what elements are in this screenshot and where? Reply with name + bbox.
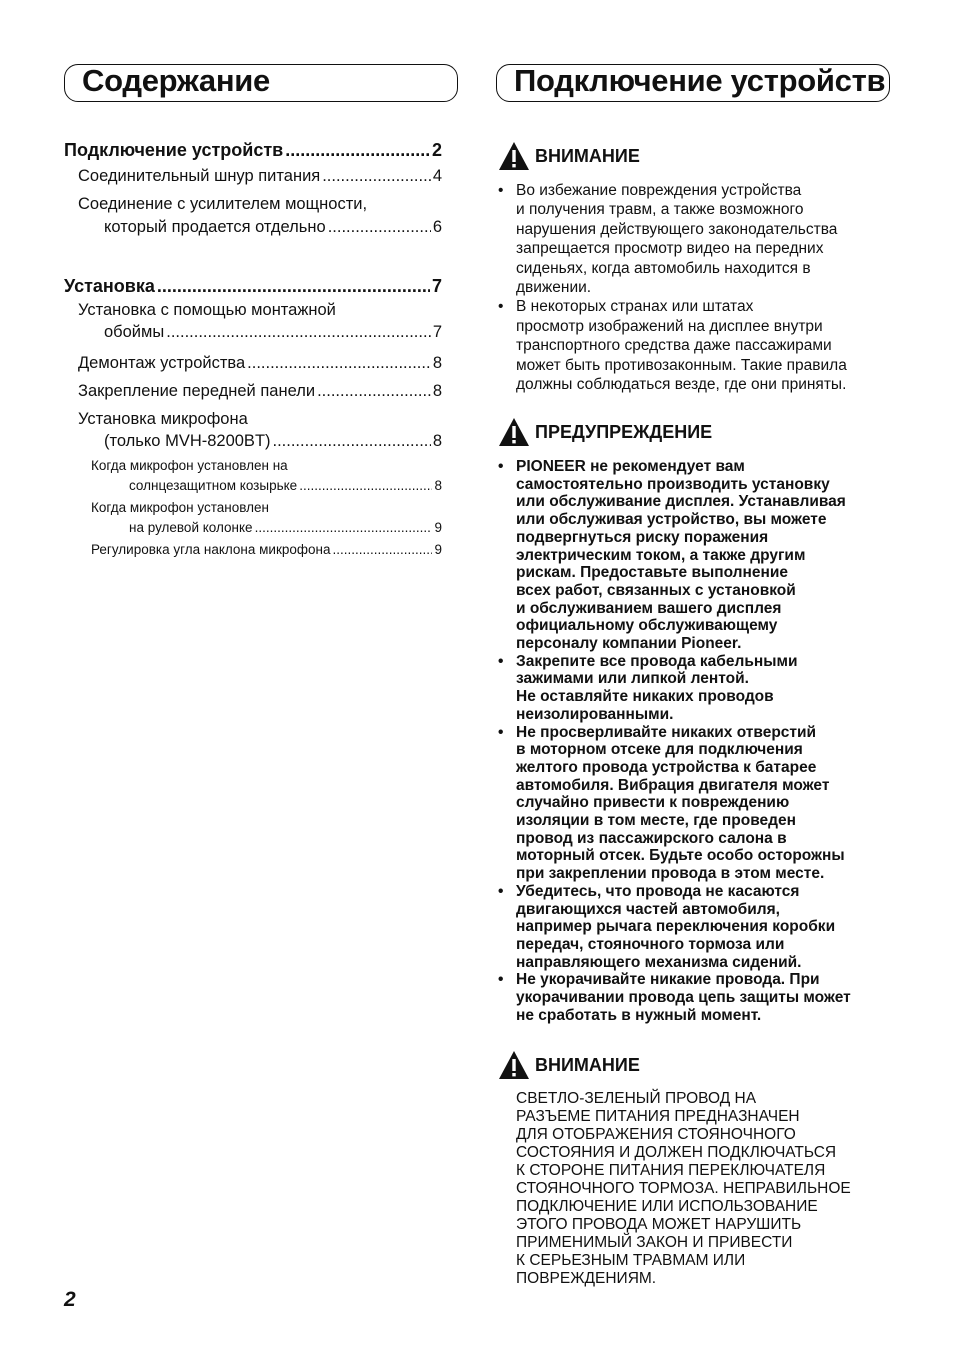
caution-paragraph-2 xyxy=(516,1090,896,1288)
toc-entry-label: Соединительный шнур питания xyxy=(78,167,321,185)
toc-entry-installation[interactable] xyxy=(64,273,442,299)
toc-page-number: 9 xyxy=(434,520,442,535)
text-line: должны соблюдаться везде, где они приняты. xyxy=(516,376,847,394)
toc-title: Содержание xyxy=(82,63,270,98)
text-line: при закреплении провода в этом месте. xyxy=(516,865,825,883)
toc-entry-label: Закрепление передней панели xyxy=(78,382,316,400)
text-line: запрещается просмотр видео на передних xyxy=(516,240,824,258)
text-line: • Во избежание повреждения устройства xyxy=(516,182,802,199)
toc-page-number: 2 xyxy=(431,140,442,160)
text-line: транспортного средства даже пассажирами xyxy=(516,337,832,355)
text-line: ПОДКЛЮЧЕНИЕ ИЛИ ИСПОЛЬЗОВАНИЕ xyxy=(516,1198,818,1215)
section-header xyxy=(496,64,890,102)
text-line: ДЛЯ ОТОБРАЖЕНИЯ СТОЯНОЧНОГО xyxy=(516,1126,796,1143)
text-line: • PIONEER не рекомендует вам xyxy=(516,458,745,475)
toc-page-number: 8 xyxy=(432,354,442,372)
text-line: электрическим током, а также другим xyxy=(516,546,806,564)
text-line: официальному обслуживающему xyxy=(516,617,778,635)
warning-triangle-icon xyxy=(498,417,530,447)
toc-page-number: 9 xyxy=(434,542,442,557)
caution-heading-text: ВНИМАНИЕ xyxy=(535,1054,640,1075)
text-line: всех работ, связанных с установкой xyxy=(516,581,796,599)
section-title: Подключение устройств xyxy=(514,63,886,98)
text-line: ЭТОГО ПРОВОДА МОЖЕТ НАРУШИТЬ xyxy=(516,1216,802,1233)
toc-entry-label: Регулировка угла наклона микрофона xyxy=(91,542,331,557)
leader-dots xyxy=(157,273,430,299)
toc-sub-angle[interactable] xyxy=(64,538,442,562)
text-line: • Закрепите все провода кабельными xyxy=(516,652,798,670)
warning-heading-text: ПРЕДУПРЕЖДЕНИЕ xyxy=(535,421,713,442)
toc-sub-column-cont[interactable] xyxy=(64,518,442,538)
toc-sub-visor[interactable]: Когда микрофон установлен на xyxy=(91,458,288,473)
table-of-contents xyxy=(64,137,442,562)
toc-entry-connection[interactable] xyxy=(64,137,442,163)
warning-triangle-icon xyxy=(498,1050,530,1080)
text-line: моторный отсек. Будьте особо осторожны xyxy=(516,847,845,865)
leader-dots xyxy=(285,137,430,163)
warning-bullet-3 xyxy=(498,724,888,883)
toc-entry-label: который продается отдельно xyxy=(104,218,326,236)
leader-dots xyxy=(255,518,433,538)
toc-entry-label: Демонтаж устройства xyxy=(78,354,246,372)
leader-dots xyxy=(317,377,431,405)
text-line: • Не просверливайте никаких отверстий xyxy=(516,723,817,741)
toc-entry-removal[interactable] xyxy=(64,349,442,377)
toc-page-number: 8 xyxy=(432,432,442,450)
text-line: ПРИМЕНИМЫЙ ЗАКОН И ПРИВЕСТИ xyxy=(516,1234,793,1251)
text-line: сиденьях, когда автомобиль находится в xyxy=(516,259,811,277)
text-line: или обслуживание дисплея. Устанавливая xyxy=(516,493,846,511)
warning-bullet-2 xyxy=(498,653,888,724)
warning-triangle-icon xyxy=(498,141,530,171)
leader-dots xyxy=(332,538,432,562)
page-number: 2 xyxy=(64,1288,76,1311)
text-line: зажимами или липкой лентой. xyxy=(516,670,749,688)
warning-heading xyxy=(498,417,712,447)
text-line: случайно привести к повреждению xyxy=(516,794,790,812)
text-line: желтого провода устройства к батарее xyxy=(516,758,817,776)
text-line: ПОВРЕЖДЕНИЯМ. xyxy=(516,1270,657,1287)
text-line: или обслуживая устройство, вы можете xyxy=(516,511,827,529)
toc-entry-mounting[interactable]: Установка с помощью монтажной xyxy=(78,301,336,319)
text-line: • Убедитесь, что провода не касаются xyxy=(516,882,800,900)
text-line: и получения травм, а также возможного xyxy=(516,201,804,219)
leader-dots xyxy=(273,430,431,452)
toc-entry-microphone[interactable]: Установка микрофона xyxy=(78,410,248,428)
caution-heading-1 xyxy=(498,141,640,171)
toc-entry-front-panel[interactable] xyxy=(64,377,442,405)
text-line: изоляции в том месте, где проведен xyxy=(516,812,796,830)
leader-dots xyxy=(166,321,431,343)
text-line: К СТОРОНЕ ПИТАНИЯ ПЕРЕКЛЮЧАТЕЛЯ xyxy=(516,1162,826,1179)
warning-bullet-4 xyxy=(498,883,888,972)
toc-page-number: 8 xyxy=(434,478,442,493)
caution-bullet-1 xyxy=(498,181,888,297)
text-line: • В некоторых странах или штатах xyxy=(516,298,754,316)
text-line: рискам. Предоставьте выполнение xyxy=(516,564,788,582)
toc-entry-label: на рулевой колонке xyxy=(129,520,253,535)
toc-page-number: 7 xyxy=(432,323,442,341)
toc-entry-power-cord[interactable] xyxy=(64,163,442,189)
toc-page-number: 7 xyxy=(431,276,442,296)
text-line: направляющего механизма сидений. xyxy=(516,953,802,971)
toc-entry-label: солнцезащитном козырьке xyxy=(129,478,298,493)
toc-header xyxy=(64,64,458,102)
toc-page-number: 6 xyxy=(432,218,442,236)
leader-dots xyxy=(247,349,431,377)
toc-sub-visor-cont[interactable] xyxy=(64,476,442,496)
caution-list-1 xyxy=(498,181,888,394)
text-line: укорачивании провода цепь защиты может xyxy=(516,989,851,1007)
text-line: СВЕТЛО-ЗЕЛЕНЫЙ ПРОВОД НА xyxy=(516,1090,757,1107)
caution-heading-text: ВНИМАНИЕ xyxy=(535,145,640,166)
text-line: в моторном отсеке для подключения xyxy=(516,741,803,759)
toc-page-number: 8 xyxy=(432,382,442,400)
text-line: и обслуживанием вашего дисплея xyxy=(516,599,782,617)
toc-entry-amplifier[interactable]: Соединение с усилителем мощности, xyxy=(78,195,368,213)
text-line: персоналу компании Pioneer. xyxy=(516,635,742,653)
text-line: Не оставляйте никаких проводов xyxy=(516,688,774,706)
text-line: подвергнуться риску поражения xyxy=(516,528,769,546)
toc-entry-label: Установка xyxy=(64,276,155,296)
toc-entry-label: (только MVH-8200BT) xyxy=(104,432,271,450)
text-line: провод из пассажирского салона в xyxy=(516,829,787,847)
toc-entry-label: Подключение устройств xyxy=(64,140,284,160)
text-line: например рычага переключения коробки xyxy=(516,918,836,936)
warning-bullet-1 xyxy=(498,458,888,653)
toc-entry-microphone-cont[interactable] xyxy=(64,430,442,452)
text-line: нарушения действующего законодательства xyxy=(516,220,838,238)
text-line: двигающихся частей автомобиля, xyxy=(516,900,780,918)
text-line: РАЗЪЕМЕ ПИТАНИЯ ПРЕДНАЗНАЧЕН xyxy=(516,1108,800,1125)
toc-sub-column[interactable]: Когда микрофон установлен xyxy=(91,500,269,515)
text-line: • Не укорачивайте никакие провода. При xyxy=(516,971,820,989)
text-line: может быть противозаконным. Такие правила xyxy=(516,356,847,374)
toc-entry-mounting-cont[interactable] xyxy=(64,321,442,343)
text-line: СТОЯНОЧНОГО ТОРМОЗА. НЕПРАВИЛЬНОЕ xyxy=(516,1180,851,1197)
toc-page-number: 4 xyxy=(432,167,442,185)
text-line: К СЕРЬЕЗНЫМ ТРАВМАМ ИЛИ xyxy=(516,1252,746,1269)
text-line: автомобиля. Вибрация двигателя может xyxy=(516,776,830,794)
text-line: передач, стояночного тормоза или xyxy=(516,935,785,953)
leader-dots xyxy=(299,476,432,496)
text-line: самостоятельно производить установку xyxy=(516,475,830,493)
text-line: просмотр изображений на дисплее внутри xyxy=(516,317,823,335)
caution-heading-2 xyxy=(498,1050,640,1080)
text-line: неизолированными. xyxy=(516,705,674,723)
warning-list xyxy=(498,458,888,1025)
leader-dots xyxy=(322,163,431,189)
leader-dots xyxy=(328,216,431,239)
text-line: не сработать в нужный момент. xyxy=(516,1006,762,1024)
text-line: движении. xyxy=(516,279,592,297)
text-line: СОСТОЯНИЯ И ДОЛЖЕН ПОДКЛЮЧАТЬСЯ xyxy=(516,1144,837,1161)
toc-entry-amplifier-cont[interactable] xyxy=(64,216,442,239)
caution-bullet-2 xyxy=(498,297,888,394)
warning-bullet-5 xyxy=(498,971,888,1024)
toc-entry-label: обоймы xyxy=(104,323,165,341)
